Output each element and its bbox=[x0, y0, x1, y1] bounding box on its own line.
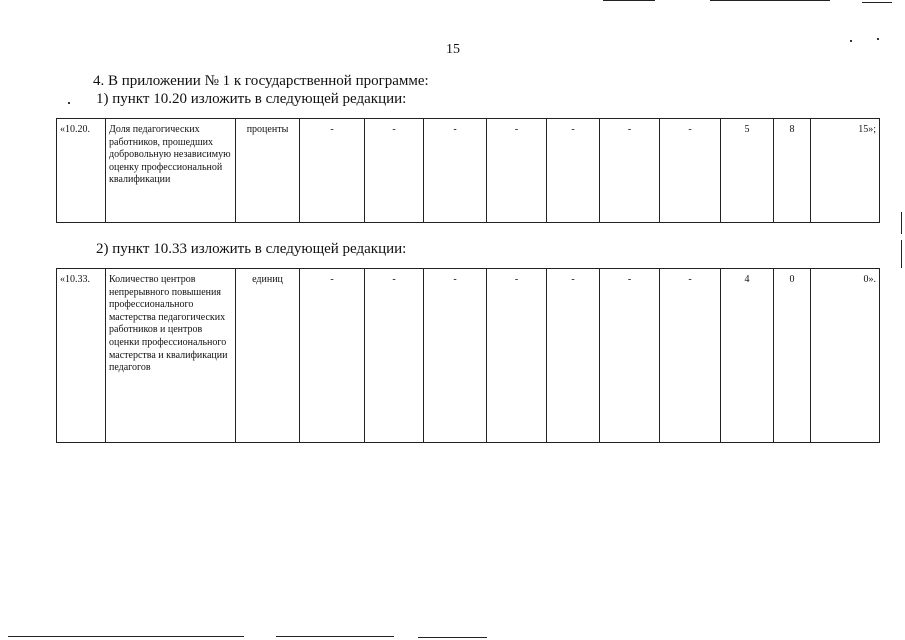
unit-cell: проценты bbox=[236, 119, 300, 223]
unit-cell: единиц bbox=[236, 269, 300, 443]
scan-speck bbox=[877, 38, 879, 40]
paragraph-item-4: 4. В приложении № 1 к государственной программе: bbox=[93, 73, 429, 89]
item-number-cell: «10.20. bbox=[57, 119, 106, 223]
value-cell: - bbox=[600, 119, 660, 223]
scan-line-bottom bbox=[8, 636, 244, 637]
value-cell: - bbox=[600, 269, 660, 443]
scan-line-bottom bbox=[418, 637, 487, 638]
scan-edge-mark bbox=[901, 212, 902, 234]
indicator-name-cell: Доля педагогических работников, прошедших добровольную независимую оценку профессиональной квалификации bbox=[106, 119, 236, 223]
value-cell: - bbox=[365, 269, 424, 443]
value-cell: 0 bbox=[774, 269, 811, 443]
scan-line-top bbox=[603, 0, 655, 1]
value-cell: - bbox=[547, 269, 600, 443]
indicator-name-cell: Количество центров непрерывного повышения профессионального мастерства педагогических работников и центров оценки профессионального мастерства и квалификации педагогов bbox=[106, 269, 236, 443]
scan-line-bottom bbox=[276, 636, 394, 637]
paragraph-subitem-1: 1) пункт 10.20 изложить в следующей редакции: bbox=[96, 91, 407, 107]
value-cell: 8 bbox=[774, 119, 811, 223]
item-number-cell: «10.33. bbox=[57, 269, 106, 443]
table-item-10-20 bbox=[56, 118, 880, 223]
value-cell: 15»; bbox=[811, 119, 880, 223]
table-row bbox=[57, 269, 880, 443]
scan-speck bbox=[68, 102, 70, 104]
value-cell: - bbox=[300, 269, 365, 443]
table-row bbox=[57, 119, 880, 223]
value-cell: 0». bbox=[811, 269, 880, 443]
scan-line-top bbox=[862, 2, 892, 3]
value-cell: - bbox=[365, 119, 424, 223]
scan-edge-mark bbox=[901, 240, 902, 268]
value-cell: - bbox=[424, 119, 487, 223]
value-cell: - bbox=[660, 269, 721, 443]
page-number: 15 bbox=[446, 42, 460, 57]
value-cell: - bbox=[300, 119, 365, 223]
value-cell: - bbox=[424, 269, 487, 443]
value-cell: - bbox=[547, 119, 600, 223]
scan-line-top bbox=[710, 0, 830, 1]
value-cell: 4 bbox=[721, 269, 774, 443]
value-cell: - bbox=[487, 119, 547, 223]
scan-speck bbox=[850, 40, 852, 42]
paragraph-subitem-2: 2) пункт 10.33 изложить в следующей редакции: bbox=[96, 241, 407, 257]
value-cell: - bbox=[487, 269, 547, 443]
table-item-10-33 bbox=[56, 268, 880, 443]
value-cell: 5 bbox=[721, 119, 774, 223]
value-cell: - bbox=[660, 119, 721, 223]
